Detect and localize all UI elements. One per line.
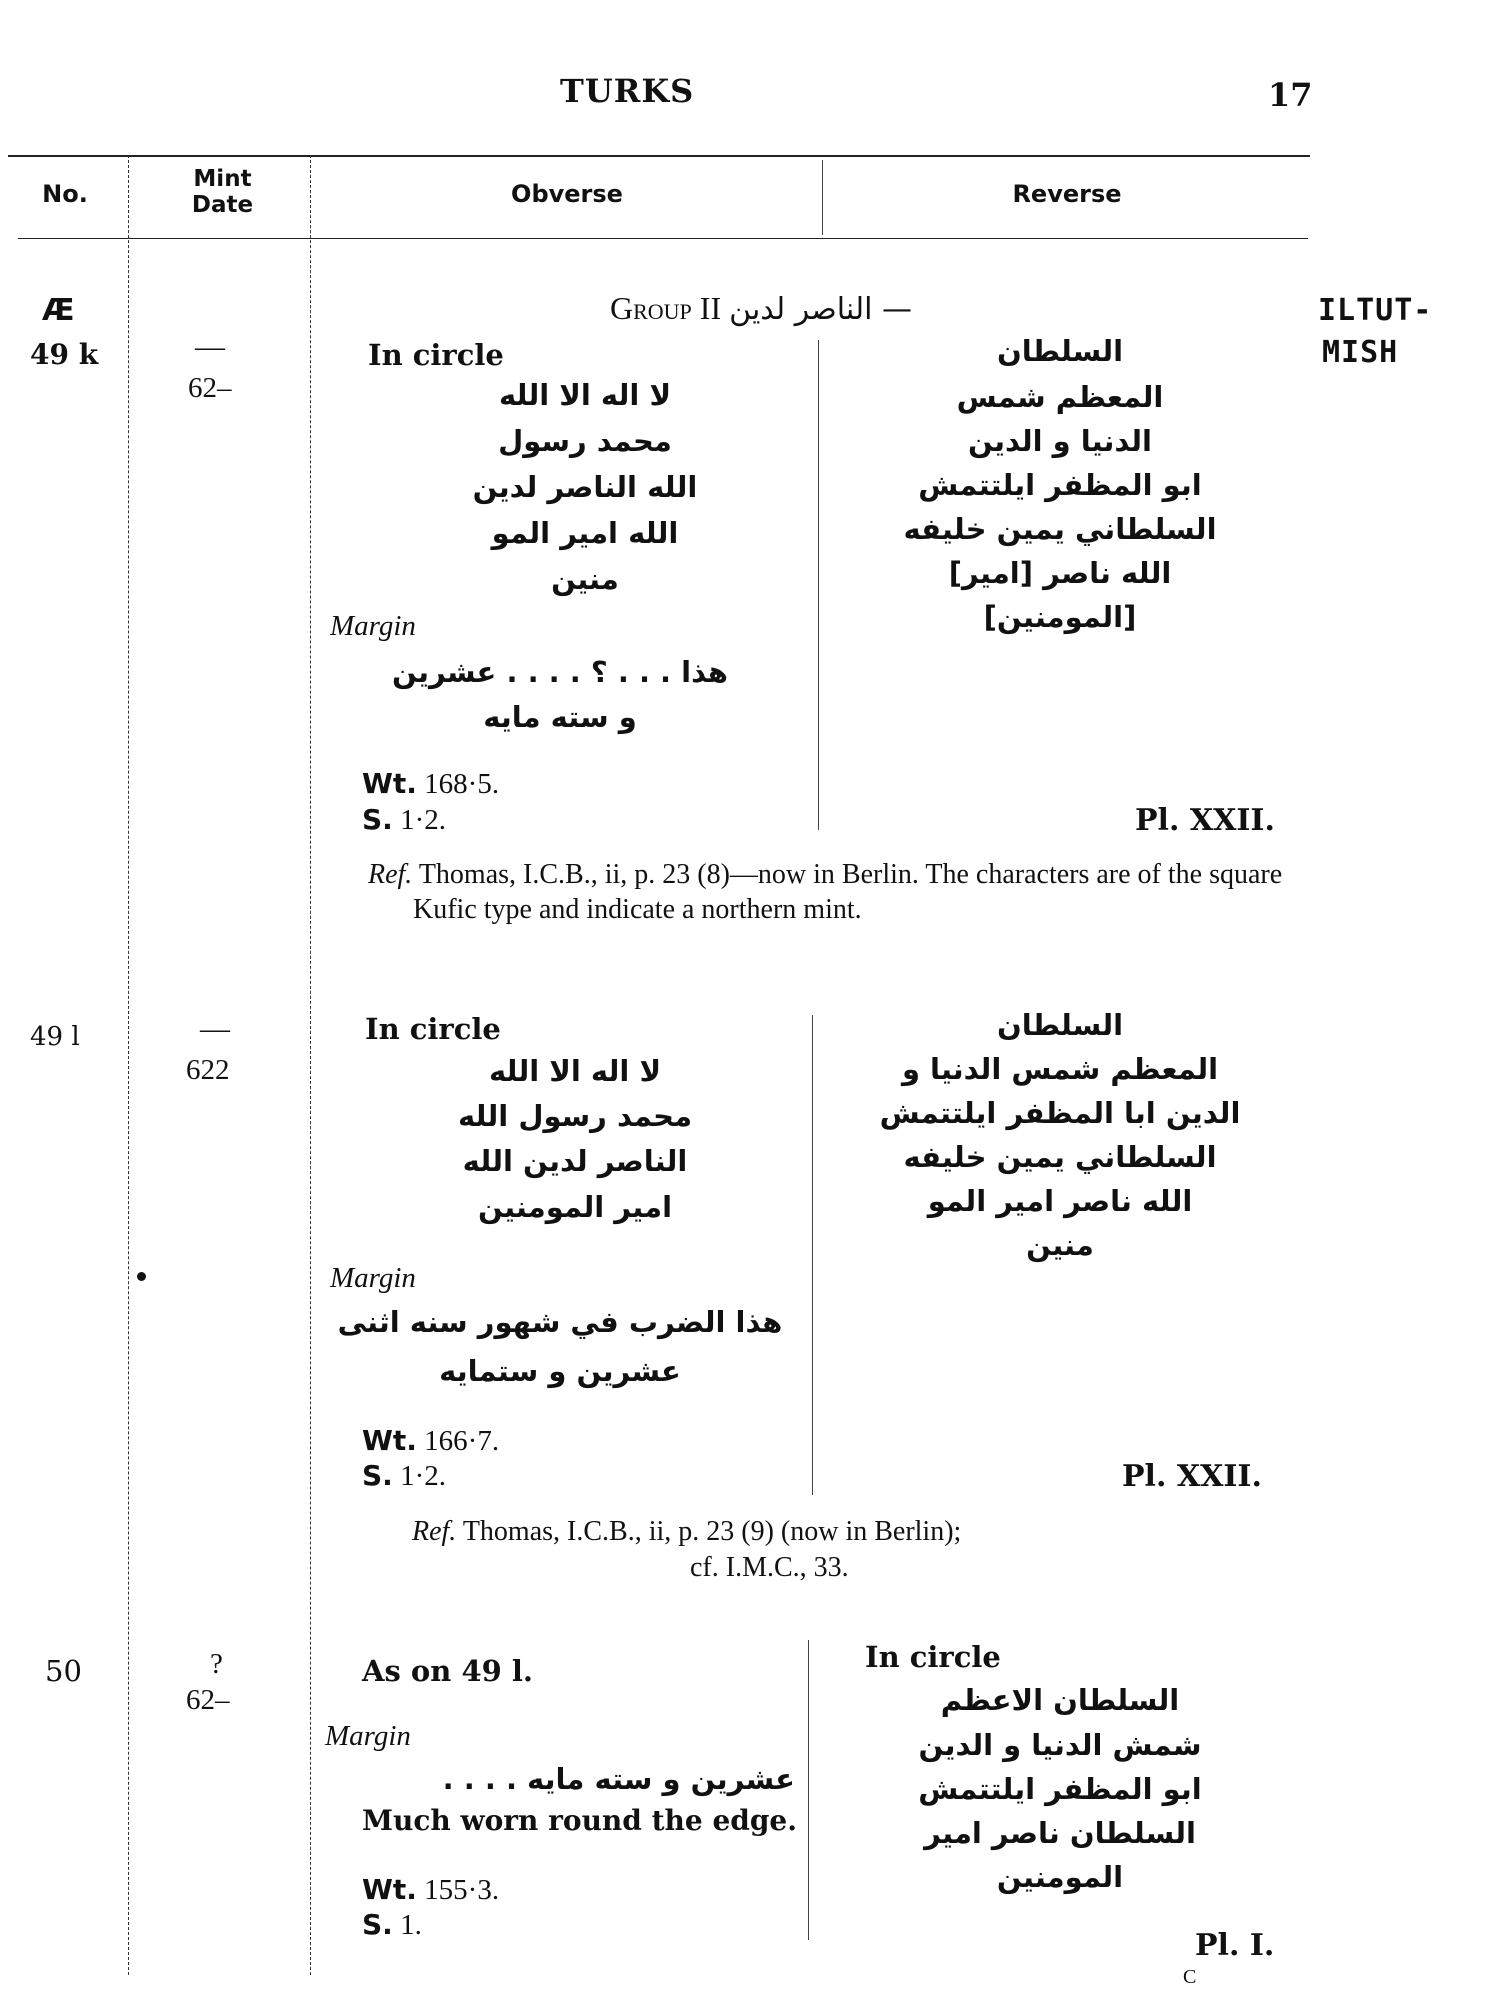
ruler-name-line-1: ILTUT- (1318, 293, 1433, 328)
reverse-legend-line: السلطاني يمين خليفه (903, 512, 1217, 546)
col-header-reverse: Reverse (1012, 180, 1122, 208)
reverse-legend-line: ابو المظفر ايلتتمش (918, 1772, 1202, 1806)
weight-label: Wt. (362, 1873, 417, 1906)
reverse-legend-line: ابو المظفر ايلتتمش (918, 468, 1202, 502)
weight-value: 155·3. (424, 1874, 500, 1906)
weight-label: Wt. (362, 1424, 417, 1457)
divider-obverse-reverse-1 (818, 340, 819, 830)
size (362, 1459, 446, 1493)
plate-reference: Pl. XXII. (1135, 803, 1275, 838)
reverse-circle-label: In circle (865, 1640, 1001, 1674)
reference-text: Thomas, I.C.B., ii, p. 23 (8)—now in Berlin. The characters are of the square Kufic type and indicate a northern mint. (413, 859, 1283, 925)
obverse-legend-line: محمد رسول الله (457, 1099, 693, 1133)
running-title: TURKS (560, 72, 695, 110)
reverse-legend-line: منين (1026, 1228, 1094, 1262)
reverse-legend-line: شمش الدنيا و الدين (918, 1728, 1202, 1762)
margin-legend-line: هذا . . . ؟ . . . . عشرين (392, 655, 728, 689)
col-header-date: Date (191, 192, 254, 218)
reverse-legend-line: الله ناصر امير المو (927, 1184, 1193, 1218)
entry-number: 50 (45, 1654, 82, 1688)
metal-mark: Æ (42, 293, 75, 328)
margin-note: Much worn round the edge. (362, 1804, 797, 1837)
date: 62– (188, 372, 232, 404)
reference-label: Ref. (412, 1516, 457, 1547)
obverse-legend-line: الله الناصر لدين (472, 470, 698, 504)
col-header-obverse: Obverse (511, 180, 623, 208)
reverse-legend-line: الله ناصر [امير] (948, 556, 1172, 590)
reverse-legend-line: السلطاني يمين خليفه (903, 1140, 1217, 1174)
weight-value: 166·7. (424, 1425, 500, 1457)
group-heading-label: Group II (610, 290, 722, 326)
ruler-name-line-2: MISH (1322, 335, 1399, 370)
obverse-legend-line: امير المومنين (477, 1190, 673, 1224)
obverse-legend-line: لا اله الا الله (488, 1054, 662, 1088)
group-heading (610, 290, 912, 327)
size-label: S. (362, 1459, 393, 1492)
margin-label: Margin (330, 610, 416, 642)
obverse-note: As on 49 l. (362, 1654, 534, 1688)
size (362, 1908, 422, 1942)
reference-label: Ref. (368, 859, 413, 890)
obverse-legend-line: منين (551, 562, 619, 596)
entry-number: 49 l (30, 1022, 80, 1052)
page-number: 17 (1268, 76, 1313, 114)
divider-mint-obverse (310, 155, 311, 1975)
reverse-legend-line: السلطان الاعظم (940, 1683, 1180, 1717)
weight (362, 1873, 499, 1907)
col-header-mint: Mint (193, 166, 252, 192)
plate-reference: Pl. XXII. (1122, 1459, 1262, 1494)
divider-obverse-reverse-header (822, 160, 823, 235)
reverse-legend-line: السلطان ناصر امير (924, 1816, 1196, 1850)
margin-legend-line: عشرين و سته مايه . . . . (442, 1762, 795, 1796)
size-value: 1·2. (400, 804, 446, 836)
obverse-circle-label: In circle (368, 338, 504, 372)
header-top-rule (8, 155, 1310, 157)
size-label: S. (362, 803, 393, 836)
obverse-legend-line: لا اله الا الله (498, 378, 672, 412)
weight-value: 168·5. (424, 768, 500, 800)
divider-obverse-reverse-3 (808, 1640, 809, 1940)
reverse-legend-line: الدنيا و الدين (968, 424, 1152, 458)
reverse-legend-line: السلطان (996, 1008, 1124, 1042)
reference-note (412, 1514, 961, 1549)
divider-no-mint (128, 155, 129, 1975)
reverse-legend-line: المومنين (996, 1860, 1124, 1894)
date: 622 (186, 1054, 230, 1086)
margin-label: Margin (330, 1262, 416, 1294)
reference-note (368, 857, 1313, 927)
col-header-no: No. (42, 180, 88, 208)
margin-legend-line: و سته مايه (483, 700, 637, 734)
bullet-mark (137, 1272, 146, 1281)
obverse-legend-line: الناصر لدين الله (462, 1144, 688, 1178)
reverse-legend-line: السلطان (996, 334, 1124, 368)
signature-mark: C (1183, 1966, 1197, 1988)
reverse-legend-line: الدين ابا المظفر ايلتتمش (879, 1096, 1241, 1130)
entry-number: 49 k (30, 338, 99, 371)
reverse-legend-line: [المومنين] (983, 600, 1137, 634)
date: 62– (186, 1684, 230, 1716)
reverse-legend-line: المعظم شمس (956, 380, 1164, 414)
reverse-legend-line: المعظم شمس الدنيا و (901, 1052, 1219, 1086)
margin-legend-line: هذا الضرب في شهور سنه اثنى (337, 1305, 783, 1339)
margin-label: Margin (325, 1720, 411, 1752)
reference-note-continued: cf. I.M.C., 33. (690, 1552, 849, 1583)
mint-dash: — (195, 330, 225, 363)
obverse-legend-line: الله امير المو (491, 516, 679, 550)
size (362, 803, 446, 837)
margin-legend-line: عشرين و ستمايه (439, 1354, 681, 1388)
mint-unknown: ? (210, 1648, 223, 1680)
divider-obverse-reverse-2 (812, 1015, 813, 1495)
plate-reference: Pl. I. (1195, 1928, 1275, 1963)
mint-dash: — (200, 1012, 230, 1045)
obverse-circle-label: In circle (365, 1012, 501, 1046)
weight (362, 1424, 499, 1458)
header-bottom-rule (18, 238, 1308, 239)
obverse-legend-line: محمد رسول (498, 424, 672, 458)
group-heading-arabic: — الناصر لدين (729, 292, 912, 327)
weight (362, 767, 499, 801)
weight-label: Wt. (362, 767, 417, 800)
size-value: 1. (400, 1909, 422, 1941)
reference-text: Thomas, I.C.B., ii, p. 23 (9) (now in Berlin); (462, 1516, 962, 1547)
size-label: S. (362, 1908, 393, 1941)
size-value: 1·2. (400, 1460, 446, 1492)
